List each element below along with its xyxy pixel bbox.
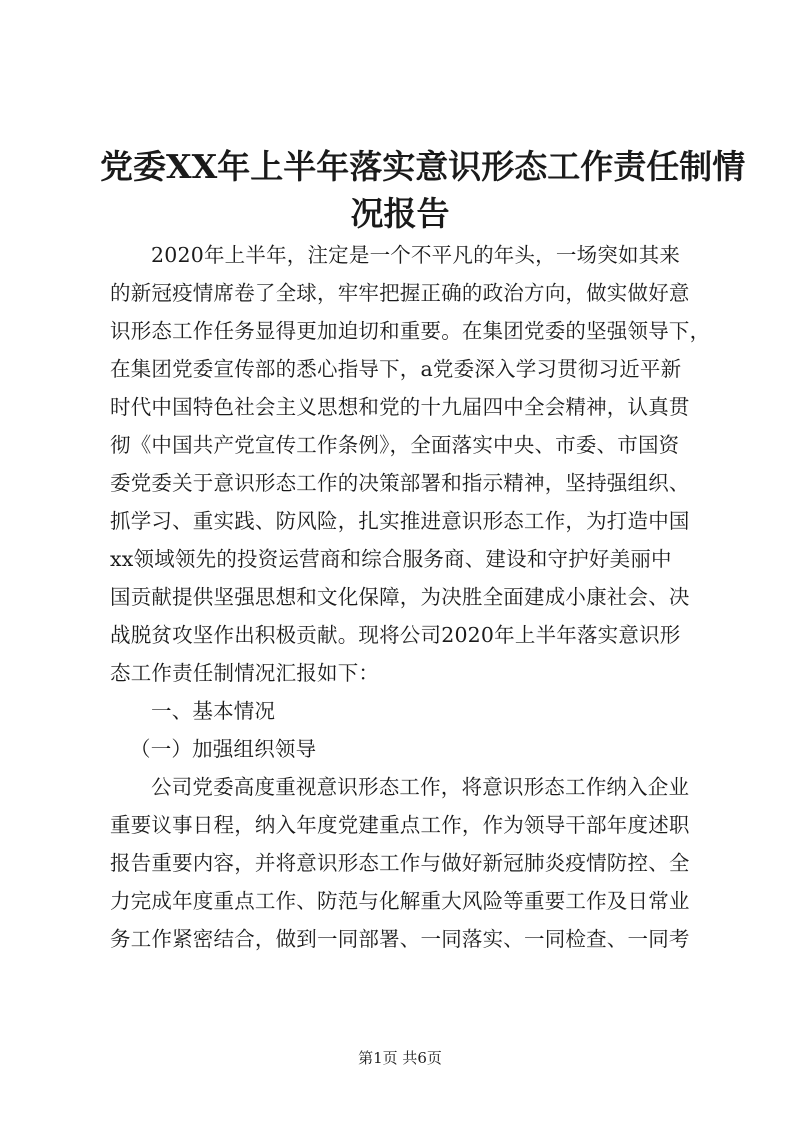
paragraph-line: 2020年上半年，注定是一个不平凡的年头，一场突如其来 [151,243,681,267]
paragraph-line: 委党委关于意识形态工作的决策部署和指示精神，坚持强组织、 [110,471,690,495]
paragraph-line: 抓学习、重实践、防风险，扎实推进意识形态工作，为打造中国 [110,509,690,533]
paragraph-line: 的新冠疫情席卷了全球，牢牢把握正确的政治方向，做实做好意 [110,281,690,305]
page-number: 第1页 共6页 [358,1049,442,1067]
paragraph-line: 重要议事日程，纳入年度党建重点工作，作为领导干部年度述职 [110,813,690,837]
paragraph-line: 彻《中国共产党宣传工作条例》，全面落实中央、市委、市国资 [110,433,680,457]
paragraph-line: 务工作紧密结合，做到一同部署、一同落实、一同检查、一同考 [110,927,690,951]
paragraph-line: 公司党委高度重视意识形态工作，将意识形态工作纳入企业 [151,775,690,799]
title-line-2: 况报告 [350,194,450,233]
paragraph-line: 国贡献提供坚强思想和文化保障，为决胜全面建成小康社会、决 [110,585,690,609]
title-line-1: 党委XX年上半年落实意识形态工作责任制情 [100,147,746,186]
subsection-heading: （一）加强组织领导 [130,737,317,761]
page-footer [0,1048,800,1068]
section-heading: 一、基本情况 [151,699,276,723]
paragraph-line: 时代中国特色社会主义思想和党的十九届四中全会精神，认真贯 [110,395,690,419]
paragraph-line: 战脱贫攻坚作出积极贡献。现将公司2020年上半年落实意识形 [110,623,681,647]
document-body [110,236,711,958]
paragraph-line: xx领域领先的投资运营商和综合服务商、建设和守护好美丽中 [110,547,672,571]
document-title [100,143,746,237]
paragraph-line: 识形态工作任务显得更加迫切和重要。在集团党委的坚强领导下， [110,319,711,343]
paragraph-line: 在集团党委宣传部的悉心指导下，a党委深入学习贯彻习近平新 [110,357,682,381]
paragraph-line: 力完成年度重点工作、防范与化解重大风险等重要工作及日常业 [110,889,690,913]
paragraph-line: 报告重要内容，并将意识形态工作与做好新冠肺炎疫情防控、全 [110,851,690,875]
paragraph-line: 态工作责任制情况汇报如下： [110,661,380,685]
